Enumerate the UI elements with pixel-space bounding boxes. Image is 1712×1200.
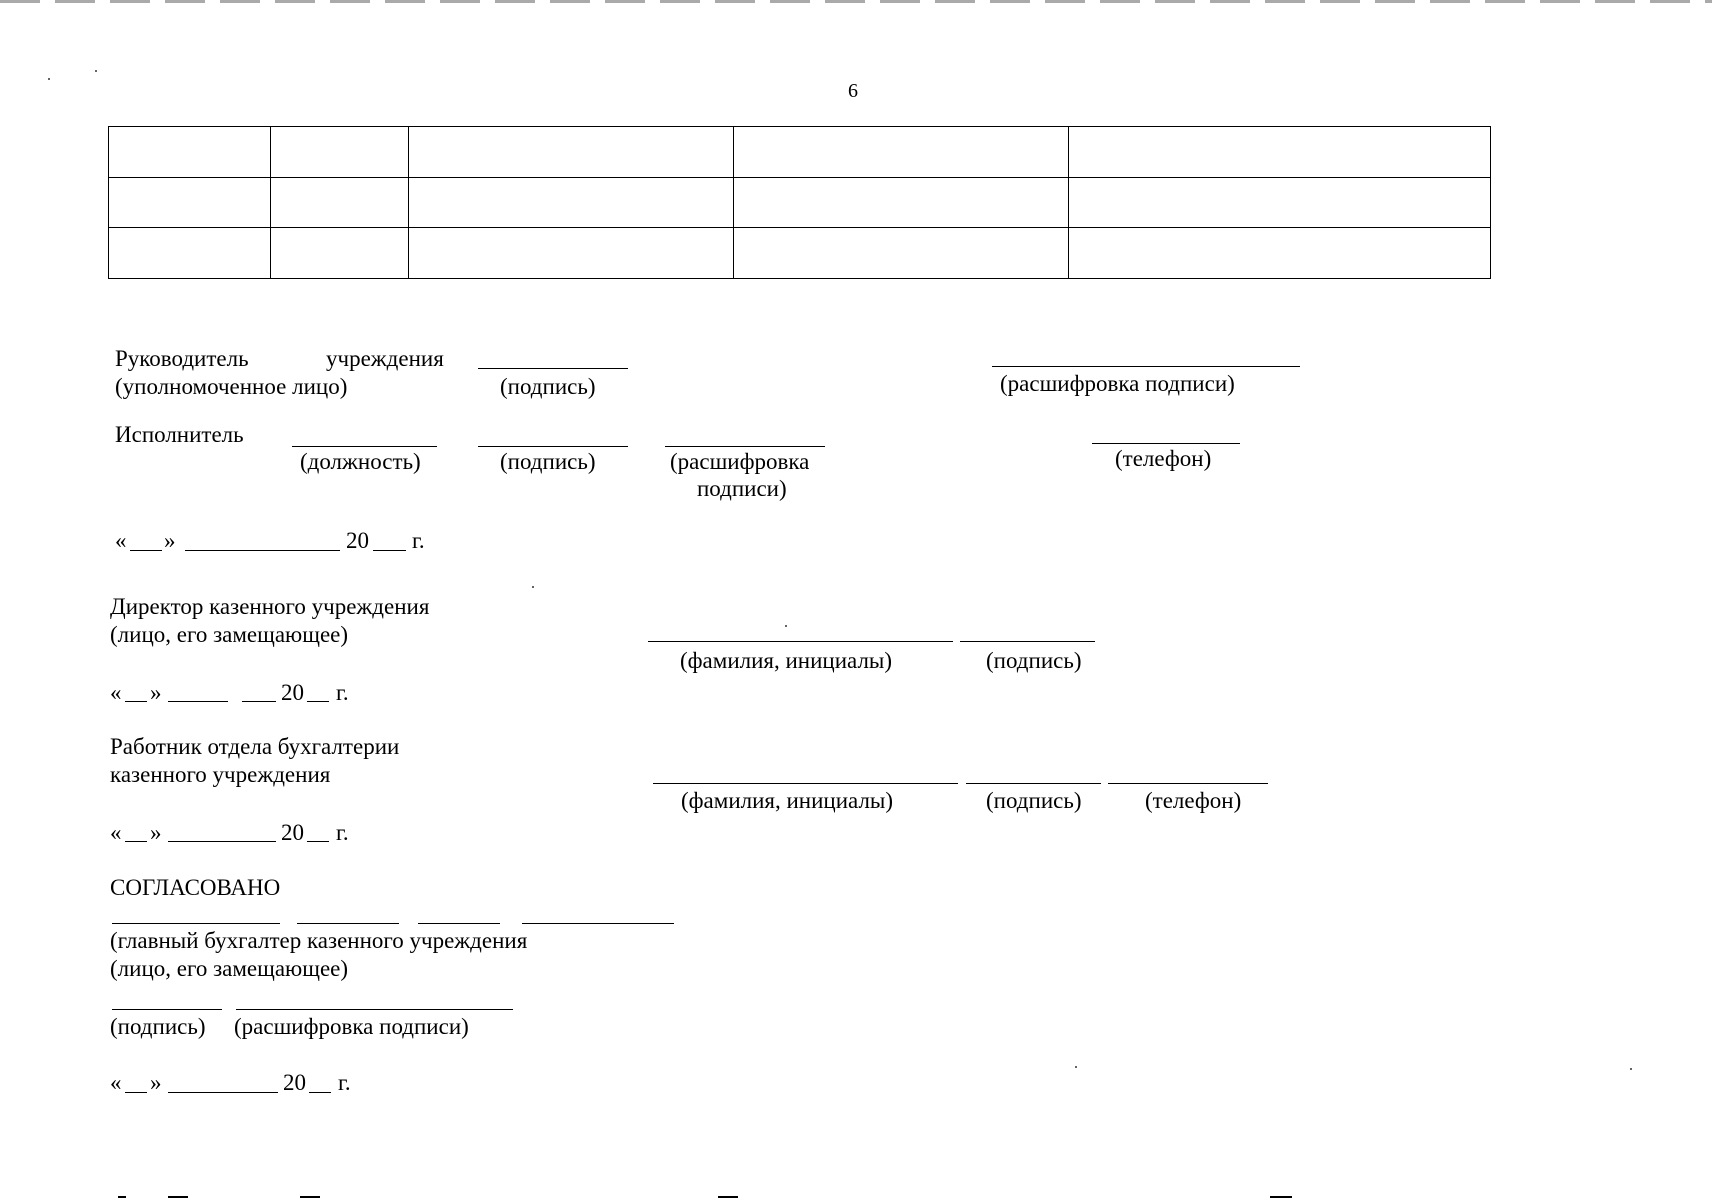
table-row [109,177,1491,228]
agreed-signature-caption: (подпись) [110,1014,206,1039]
agreed-line-2: (лицо, его замещающее) [110,956,349,981]
accountant-worker-phone-caption: (телефон) [1145,788,1242,813]
table-cell [1069,127,1491,178]
accountant-worker-name-caption: (фамилия, инициалы) [681,788,894,813]
director-date-suffix: г. [336,680,349,705]
director-line-2: (лицо, его замещающее) [110,622,349,647]
accountant-worker-date-open: « [110,820,122,845]
scan-speck [532,586,534,588]
accountant-worker-line-1: Работник отдела бухгалтерии [110,734,400,759]
head-label-3: (уполномоченное лицо) [115,374,348,399]
agreed-title: СОГЛАСОВАНО [110,875,281,900]
accountant-worker-line-2: казенного учреждения [110,762,331,787]
head-label-1: Руководитель [115,346,249,371]
table-cell [271,228,409,279]
executor-date-year: 20 [346,528,369,553]
director-date-year: 20 [281,680,304,705]
table-cell [734,127,1069,178]
accountant-worker-date-year: 20 [281,820,304,845]
director-date-close: » [150,680,162,705]
executor-decoding-line [665,446,825,447]
executor-decoding-caption-1: (расшифровка [670,449,810,474]
scan-dash [168,1196,188,1198]
executor-position-line [292,446,437,447]
agreed-decoding-caption: (расшифровка подписи) [234,1014,469,1039]
director-date-month-line-2 [242,701,276,702]
table-cell [409,228,734,279]
agreed-line-a [112,923,280,924]
head-signature-line [478,368,628,369]
scan-artifact [0,0,1712,3]
table-cell [109,228,271,279]
executor-date-close: » [164,528,176,553]
head-decoding-line [992,366,1300,367]
table-cell [409,127,734,178]
table-cell [109,177,271,228]
accountant-worker-phone-line [1108,783,1268,784]
table-cell [1069,228,1491,279]
head-decoding-caption: (расшифровка подписи) [1000,371,1235,396]
table-cell [734,177,1069,228]
director-name-caption: (фамилия, инициалы) [680,648,893,673]
director-date-month-line [168,701,228,702]
director-signature-caption: (подпись) [986,648,1082,673]
accountant-worker-date-suffix: г. [336,820,349,845]
executor-decoding-caption-2: подписи) [697,476,787,501]
agreed-decoding-line [236,1009,513,1010]
agreed-date-close: » [150,1070,162,1095]
scan-dash [118,1196,126,1198]
director-line-1: Директор казенного учреждения [110,594,430,619]
executor-signature-line [478,446,628,447]
table-cell [271,127,409,178]
table-cell [409,177,734,228]
scan-speck [1630,1068,1632,1070]
executor-date-open: « [115,528,127,553]
table-cell [734,228,1069,279]
agreed-date-month-line [168,1092,278,1093]
accountant-worker-signature-caption: (подпись) [986,788,1082,813]
scan-dash [300,1196,320,1198]
agreed-date-year: 20 [283,1070,306,1095]
executor-date-month-line [185,550,340,551]
accountant-worker-date-close: » [150,820,162,845]
scan-dash [1270,1196,1292,1198]
accountant-worker-date-year-line [307,841,329,842]
scan-speck [785,625,787,627]
executor-date-year-line [373,550,406,551]
agreed-date-day-line [125,1092,147,1093]
agreed-date-suffix: г. [338,1070,351,1095]
page-number: 6 [848,80,858,102]
executor-date-day-line [130,550,162,551]
executor-label: Исполнитель [115,422,244,447]
table-cell [109,127,271,178]
executor-date-suffix: г. [412,528,425,553]
executor-phone-line [1092,443,1240,444]
scan-speck [95,70,97,72]
table-cell [1069,177,1491,228]
director-name-line [648,641,953,642]
agreed-date-year-line [309,1092,331,1093]
agreed-signature-line [112,1009,222,1010]
director-date-year-line [307,701,329,702]
head-signature-caption: (подпись) [500,374,596,399]
agreed-line-b [297,923,399,924]
agreed-line-d [522,923,674,924]
executor-phone-caption: (телефон) [1115,446,1212,471]
accountant-worker-signature-line [966,783,1101,784]
executor-signature-caption: (подпись) [500,449,596,474]
accountant-worker-name-line [653,783,958,784]
scan-dash [718,1196,738,1198]
head-label-2: учреждения [326,346,444,371]
scan-speck [48,78,50,80]
table-row [109,228,1491,279]
director-date-day-line [125,701,147,702]
director-signature-line [960,641,1095,642]
agreed-date-open: « [110,1070,122,1095]
table-row [109,127,1491,178]
accountant-worker-date-month-line [168,841,276,842]
director-date-open: « [110,680,122,705]
empty-table [108,126,1491,279]
accountant-worker-date-day-line [125,841,147,842]
agreed-line-1: (главный бухгалтер казенного учреждения [110,928,528,953]
table-cell [271,177,409,228]
executor-position-caption: (должность) [300,449,421,474]
agreed-line-c [418,923,500,924]
scan-speck [1075,1066,1077,1068]
